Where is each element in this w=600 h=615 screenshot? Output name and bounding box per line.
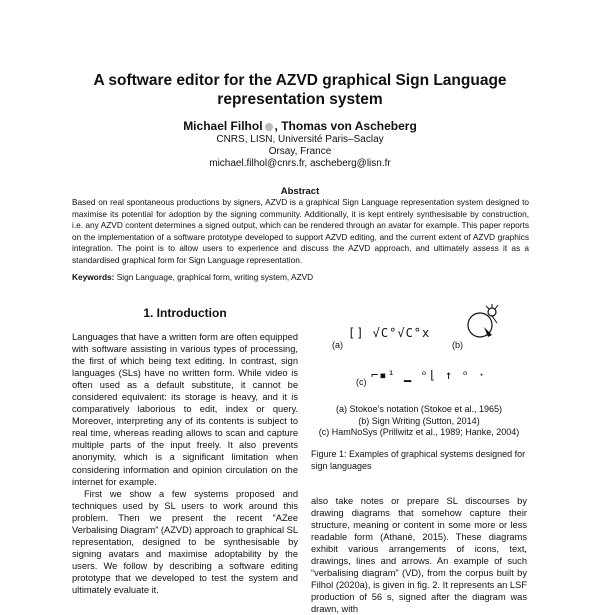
orcid-icon <box>265 123 273 131</box>
figure-sub-captions <box>311 404 527 439</box>
keywords-list: Sign Language, graphical form, writing system, AZVD <box>114 272 314 282</box>
abstract-heading: Abstract <box>280 186 320 197</box>
author-first: Michael Filhol <box>183 119 263 133</box>
figure-label-c: (c) <box>356 377 367 387</box>
figure-caption: Figure 1: Examples of graphical systems designed for sign languages <box>311 449 526 471</box>
caption-line: (a) Stokoe’s notation (Stokoe et al., 1965) <box>336 404 502 414</box>
caption-line: (b) Sign Writing (Sutton, 2014) <box>358 415 480 426</box>
location-line: Orsay, France <box>268 146 332 157</box>
paragraph: First we show a few systems proposed and techniques used by SL users to work around this problem. Then we present the recent “AZee Verbalising Diagram” (AZVD) approach to graphical SL representation, designed to be synthesisable by signing avatars and maximise adoptability by the users. We follow by describing a software editing prototype that we developed to test the system and ultimately evaluate it. <box>72 488 298 595</box>
figure-label-a: (a) <box>332 340 343 350</box>
keywords-label: Keywords: <box>72 272 115 282</box>
left-column <box>72 331 298 596</box>
email-line: michael.filhol@cnrs.fr, ascheberg@lisn.fr <box>209 158 391 169</box>
hamnosys-notation: ⌐▪¹ ▁ ᵒ⌊ ↑ ᵒ · <box>371 368 487 382</box>
sign-writing-icon <box>462 303 512 343</box>
paragraph: Languages that have a written form are often equipped with software assisting in various types of processing, the first of which being text editing. In contrast, sign languages (SLs) have no written form. While video is often used as a default substitute, it cannot be considered equivalent: its storage is heavy, and it is comparatively laborious to edit, index or query. Moreover, interpreting any of its contents is subject to real time, whereas reading allows to scan and capture multiple parts of the input freely. It also prevents anonymity, which is a significant limitation when considering information and opinion circulation on the internet for example. <box>72 332 298 487</box>
right-column-text: also take notes or prepare SL discourses by drawing diagrams that somehow capture their structure, meaning or content in some more or less readable form (Athané, 2015). These diagrams exhibit various arrangements of icons, text, drawings, lines and arrows. An example of such “verbalising diagram” (VD), from the corpus built by Filhol (2020a), is given in fig. 2. It represents an LSF production of 56 s, signed after the diagram was drawn, with <box>311 496 527 615</box>
keywords <box>72 272 529 282</box>
figure-label-b: (b) <box>452 340 463 350</box>
author-line <box>60 119 540 133</box>
author-second: , Thomas von Ascheberg <box>274 119 417 133</box>
section-heading: 1. Introduction <box>143 306 227 320</box>
stokoe-notation: [] √C°√C°x <box>348 326 431 340</box>
caption-line: (c) HamNoSys (Prillwitz et al., 1989; Hanke, 2004) <box>318 427 520 437</box>
abstract-text: Based on real spontaneous productions by signers, AZVD is a graphical Sign Language representation system designed to maximise its potential for adoption by the signing community. Additionally, it is kept entirely synthesisable by construction, i.e. any AZVD content determines a signed output, which can be rendered through an avatar for example. This paper reports on the implementation of a software prototype developed to support AZVD editing, and the current extent of AZVD graphics integration. The point is to allow users to experience and discuss the AZVD approach, and ultimately assess it as a standardised graphical form for Sign Language representation. <box>72 197 529 265</box>
paper-title: A software editor for the AZVD graphical Sign Language representation system <box>93 72 507 108</box>
affiliation-line: CNRS, LISN, Université Paris–Saclay <box>216 134 384 145</box>
